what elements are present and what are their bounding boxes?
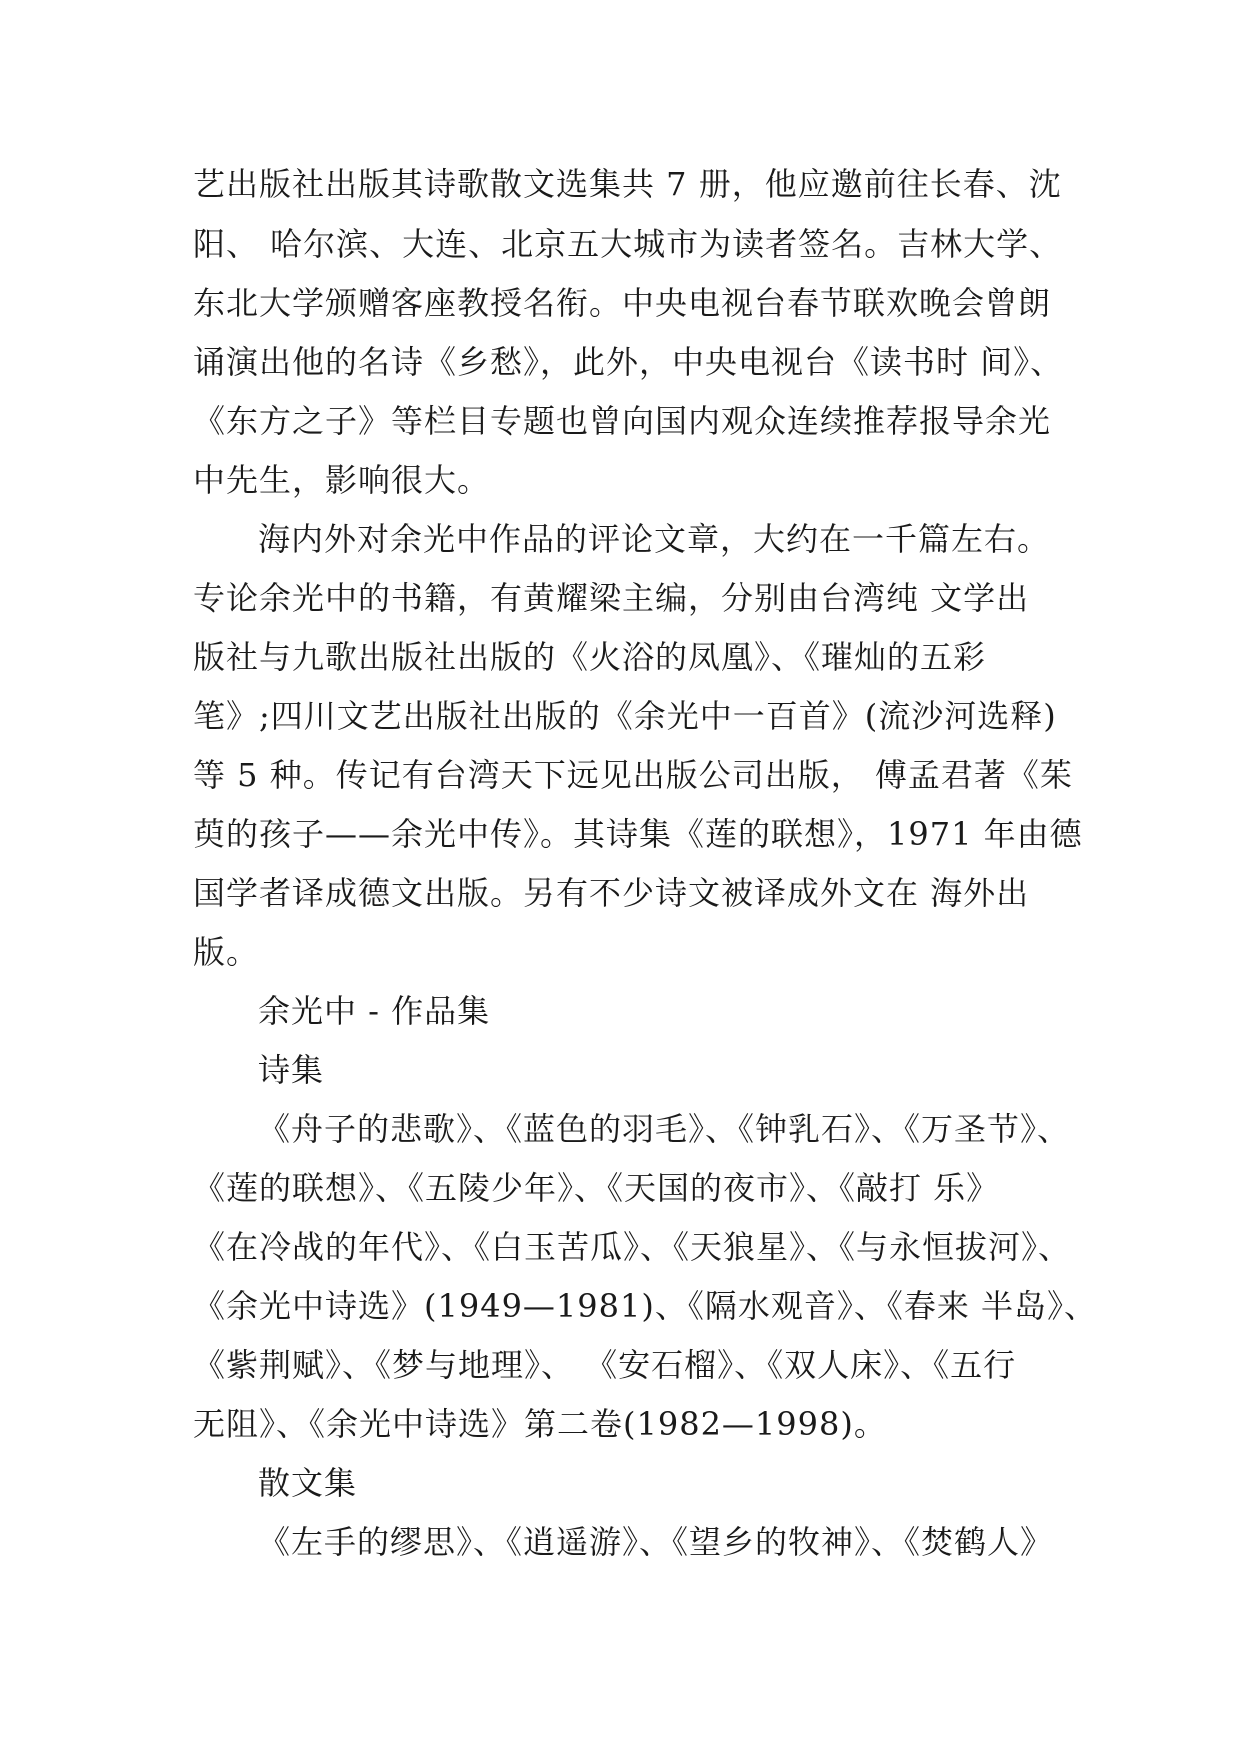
text-line: 萸的孩子——余光中传》。其诗集《莲的联想》，1971 年由德: [193, 815, 1083, 853]
text-line: 版社与九歌出版社出版的《火浴的凤凰》、《璀灿的五彩: [193, 638, 987, 676]
text-line: 中先生，影响很大。: [193, 461, 491, 499]
text-line: 《东方之子》等栏目专题也曾向国内观众连续推荐报导余光: [193, 402, 1052, 440]
text-line: 无阻》、《余光中诗选》第二卷(1982—1998)。: [193, 1405, 887, 1443]
paragraph-first-line: 海内外对余光中作品的评论文章，大约在一千篇左右。: [258, 520, 1051, 558]
text-line: 诵演出他的名诗《乡愁》，此外，中央电视台《读书时 间》、: [193, 343, 1064, 381]
text-line: 笔》;四川文艺出版社出版的《余光中一百首》(流沙河选释): [193, 697, 1057, 735]
text-line: 《余光中诗选》(1949—1981)、《隔水观音》、《春来 半岛》、: [193, 1287, 1098, 1325]
paragraph-first-line: 《左手的缪思》、《逍遥游》、《望乡的牧神》、《焚鹤人》: [258, 1523, 1054, 1561]
text-line: 等 5 种。传记有台湾天下远见出版公司出版， 傅孟君著《茱: [193, 756, 1073, 794]
text-line: 阳、 哈尔滨、大连、北京五大城市为读者签名。吉林大学、: [193, 225, 1063, 263]
text-line: 版。: [193, 933, 260, 971]
text-line: 艺出版社出版其诗歌散文选集共 7 册，他应邀前往长春、沈: [193, 165, 1062, 203]
text-line: 东北大学颁赠客座教授名衔。中央电视台春节联欢晚会曾朗: [193, 284, 1052, 322]
subsection-heading: 散文集: [258, 1464, 358, 1502]
text-line: 《紫荆赋》、《梦与地理》、 《安石榴》、《双人床》、《五行: [193, 1346, 1017, 1384]
text-line: 国学者译成德文出版。另有不少诗文被译成外文在 海外出: [193, 874, 1030, 912]
paragraph-first-line: 《舟子的悲歌》、《蓝色的羽毛》、《钟乳石》、《万圣节》、: [258, 1110, 1071, 1148]
section-heading: 余光中 - 作品集: [258, 992, 491, 1030]
text-line: 《莲的联想》、《五陵少年》、《天国的夜市》、《敲打 乐》: [193, 1169, 1000, 1207]
text-line: 《在冷战的年代》、《白玉苦瓜》、《天狼星》、《与永恒拔河》、: [193, 1228, 1072, 1266]
text-line: 专论余光中的书籍，有黄耀梁主编，分别由台湾纯 文学出: [193, 579, 1030, 617]
subsection-heading: 诗集: [258, 1051, 325, 1089]
